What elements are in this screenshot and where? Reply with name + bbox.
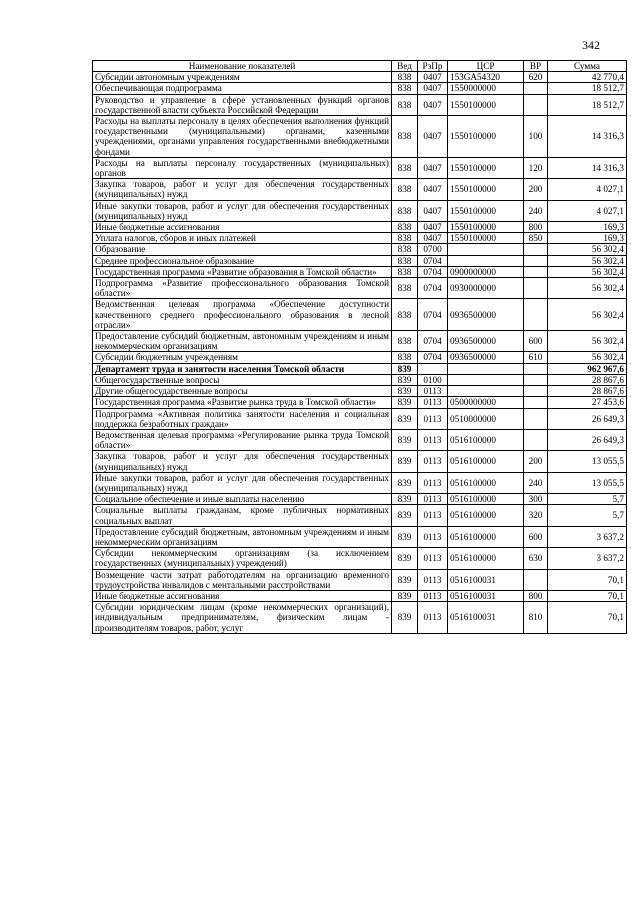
row-csr: 0936500000 [448, 299, 524, 331]
row-sum: 56 302,4 [548, 266, 627, 277]
row-sum: 13 055,5 [548, 451, 627, 472]
row-vr [524, 266, 548, 277]
row-ved: 839 [392, 505, 418, 526]
table-row [93, 386, 627, 397]
row-ved: 838 [392, 244, 418, 255]
row-rzpr: 0113 [418, 602, 448, 634]
row-csr: 1550100000 [448, 157, 524, 178]
row-csr: 1550000000 [448, 83, 524, 94]
row-rzpr: 0407 [418, 200, 448, 221]
row-sum: 70,1 [548, 569, 627, 590]
row-sum: 56 302,4 [548, 255, 627, 266]
row-rzpr: 0113 [418, 397, 448, 408]
table-row [93, 255, 627, 266]
table-row [93, 83, 627, 94]
row-name: Подпрограмма «Развитие профессионального образования Томской области» [93, 278, 392, 299]
table-row [93, 494, 627, 505]
row-sum: 4 027,1 [548, 179, 627, 200]
row-name: Возмещение части затрат работодателям на организацию временного трудоустройства инвалидов с ментальными расстройствами [93, 569, 392, 590]
row-csr: 0516100000 [448, 429, 524, 450]
row-ved: 839 [392, 451, 418, 472]
row-sum: 56 302,4 [548, 331, 627, 352]
table-row [93, 352, 627, 363]
row-ved: 839 [392, 472, 418, 493]
row-vr [524, 244, 548, 255]
row-vr [524, 397, 548, 408]
row-ved: 838 [392, 72, 418, 83]
row-csr: 0516100000 [448, 472, 524, 493]
row-vr: 610 [524, 352, 548, 363]
row-csr: 0516100000 [448, 548, 524, 569]
table-row [93, 451, 627, 472]
budget-table [92, 60, 627, 634]
row-rzpr: 0113 [418, 429, 448, 450]
row-rzpr: 0113 [418, 590, 448, 601]
row-name: Руководство и управление в сфере установленных функций органов государственной власти субъекта Российской Федерации [93, 94, 392, 115]
row-rzpr: 0113 [418, 408, 448, 429]
row-name: Иные закупки товаров, работ и услуг для обеспечения государственных (муниципальных) нужд [93, 200, 392, 221]
row-rzpr: 0113 [418, 494, 448, 505]
row-name: Общегосударственные вопросы [93, 374, 392, 385]
table-row [93, 590, 627, 601]
row-name: Уплата налогов, сборов и иных платежей [93, 233, 392, 244]
row-csr [448, 363, 524, 374]
row-name: Закупка товаров, работ и услуг для обеспечения государственных (муниципальных) нужд [93, 179, 392, 200]
row-rzpr: 0407 [418, 94, 448, 115]
row-sum: 18 512,7 [548, 83, 627, 94]
row-vr: 810 [524, 602, 548, 634]
header-rzpr: РзПр [418, 61, 448, 72]
row-ved: 838 [392, 352, 418, 363]
row-csr: 0510000000 [448, 408, 524, 429]
row-vr: 850 [524, 233, 548, 244]
table-row [93, 331, 627, 352]
row-name: Департамент труда и занятости населения Томской области [93, 363, 392, 374]
row-ved: 838 [392, 233, 418, 244]
row-sum: 3 637,2 [548, 526, 627, 547]
row-ved: 839 [392, 494, 418, 505]
row-vr: 200 [524, 451, 548, 472]
row-vr [524, 363, 548, 374]
row-sum: 70,1 [548, 602, 627, 634]
row-vr: 120 [524, 157, 548, 178]
row-name: Иные бюджетные ассигнования [93, 590, 392, 601]
row-vr: 240 [524, 200, 548, 221]
header-name: Наименование показателей [93, 61, 392, 72]
row-vr [524, 278, 548, 299]
row-sum: 70,1 [548, 590, 627, 601]
row-rzpr: 0113 [418, 472, 448, 493]
row-name: Иные закупки товаров, работ и услуг для обеспечения государственных (муниципальных) нужд [93, 472, 392, 493]
row-csr [448, 244, 524, 255]
table-row [93, 222, 627, 233]
row-csr: 1550100000 [448, 94, 524, 115]
row-sum: 26 649,3 [548, 429, 627, 450]
row-sum: 26 649,3 [548, 408, 627, 429]
row-rzpr: 0407 [418, 83, 448, 94]
row-name: Государственная программа «Развитие рынка труда в Томской области» [93, 397, 392, 408]
row-rzpr: 0704 [418, 255, 448, 266]
row-ved: 838 [392, 179, 418, 200]
table-row [93, 526, 627, 547]
row-csr: 0516100000 [448, 526, 524, 547]
header-sum: Сумма [548, 61, 627, 72]
row-ved: 838 [392, 299, 418, 331]
row-name: Социальные выплаты гражданам, кроме публичных нормативных социальных выплат [93, 505, 392, 526]
table-row [93, 278, 627, 299]
row-ved: 838 [392, 200, 418, 221]
table-row [93, 157, 627, 178]
row-rzpr: 0704 [418, 299, 448, 331]
row-name: Предоставление субсидий бюджетным, автономным учреждениям и иным некоммерческим организациям [93, 526, 392, 547]
row-sum: 14 316,3 [548, 116, 627, 158]
row-name: Субсидии юридическим лицам (кроме некоммерческих организаций), индивидуальным предпринимателям, физическим лицам - производителям товаров, работ, услуг [93, 602, 392, 634]
row-vr [524, 255, 548, 266]
table-row [93, 408, 627, 429]
row-sum: 962 967,6 [548, 363, 627, 374]
row-sum: 4 027,1 [548, 200, 627, 221]
row-sum: 3 637,2 [548, 548, 627, 569]
row-vr: 800 [524, 222, 548, 233]
table-row [93, 602, 627, 634]
row-ved: 838 [392, 222, 418, 233]
row-name: Среднее профессиональное образование [93, 255, 392, 266]
table-row [93, 179, 627, 200]
page-number: 342 [582, 38, 600, 52]
row-rzpr: 0113 [418, 569, 448, 590]
table-row [93, 94, 627, 115]
row-rzpr: 0704 [418, 278, 448, 299]
row-csr: 1550100000 [448, 200, 524, 221]
table-row [93, 374, 627, 385]
row-csr: 0516100000 [448, 451, 524, 472]
row-rzpr: 0407 [418, 179, 448, 200]
row-vr [524, 94, 548, 115]
row-ved: 839 [392, 386, 418, 397]
row-ved: 839 [392, 548, 418, 569]
row-name: Социальное обеспечение и иные выплаты населению [93, 494, 392, 505]
row-rzpr: 0704 [418, 352, 448, 363]
row-vr [524, 569, 548, 590]
row-ved: 839 [392, 408, 418, 429]
row-csr: 0930000000 [448, 278, 524, 299]
row-rzpr: 0100 [418, 374, 448, 385]
row-name: Закупка товаров, работ и услуг для обеспечения государственных (муниципальных) нужд [93, 451, 392, 472]
row-sum: 27 453,6 [548, 397, 627, 408]
table-row [93, 472, 627, 493]
row-csr: 0936500000 [448, 352, 524, 363]
row-rzpr: 0113 [418, 386, 448, 397]
row-name: Подпрограмма «Активная политика занятости населения и социальная поддержка безработных граждан» [93, 408, 392, 429]
table-header-row [93, 61, 627, 72]
row-csr: 0516100031 [448, 602, 524, 634]
row-csr [448, 386, 524, 397]
row-vr: 300 [524, 494, 548, 505]
row-csr: 0500000000 [448, 397, 524, 408]
row-vr [524, 386, 548, 397]
row-ved: 838 [392, 255, 418, 266]
row-ved: 839 [392, 374, 418, 385]
row-vr: 620 [524, 72, 548, 83]
table-row [93, 116, 627, 158]
table-row [93, 266, 627, 277]
row-csr: 1550100000 [448, 222, 524, 233]
table-row [93, 200, 627, 221]
row-name: Обеспечивающая подпрограмма [93, 83, 392, 94]
row-name: Ведомственная целевая программа «Регулирование рынка труда Томской области» [93, 429, 392, 450]
row-ved: 839 [392, 397, 418, 408]
row-sum: 56 302,4 [548, 299, 627, 331]
row-sum: 14 316,3 [548, 157, 627, 178]
row-rzpr: 0407 [418, 116, 448, 158]
row-name: Предоставление субсидий бюджетным, автономным учреждениям и иным некоммерческим организациям [93, 331, 392, 352]
row-name: Государственная программа «Развитие образования в Томской области» [93, 266, 392, 277]
header-ved: Вед [392, 61, 418, 72]
table-body [93, 72, 627, 634]
row-name: Субсидии бюджетным учреждениям [93, 352, 392, 363]
row-ved: 838 [392, 331, 418, 352]
row-sum: 28 867,6 [548, 386, 627, 397]
row-csr: 0900000000 [448, 266, 524, 277]
table-row [93, 505, 627, 526]
row-ved: 839 [392, 363, 418, 374]
table-row [93, 72, 627, 83]
row-sum: 56 302,4 [548, 278, 627, 299]
row-ved: 839 [392, 590, 418, 601]
row-rzpr: 0704 [418, 266, 448, 277]
row-sum: 28 867,6 [548, 374, 627, 385]
row-ved: 839 [392, 602, 418, 634]
row-vr: 320 [524, 505, 548, 526]
row-csr: 153GA54320 [448, 72, 524, 83]
header-vr: ВР [524, 61, 548, 72]
row-name: Другие общегосударственные вопросы [93, 386, 392, 397]
row-sum: 56 302,4 [548, 352, 627, 363]
table-row [93, 569, 627, 590]
row-ved: 839 [392, 526, 418, 547]
row-vr [524, 429, 548, 450]
row-rzpr: 0113 [418, 548, 448, 569]
row-vr [524, 374, 548, 385]
row-ved: 838 [392, 94, 418, 115]
table-row [93, 233, 627, 244]
row-name: Иные бюджетные ассигнования [93, 222, 392, 233]
row-rzpr: 0704 [418, 331, 448, 352]
row-vr: 600 [524, 526, 548, 547]
table-row [93, 397, 627, 408]
row-sum: 5,7 [548, 494, 627, 505]
row-name: Субсидии некоммерческим организациям (за исключением государственных (муниципальных) учреждений) [93, 548, 392, 569]
row-vr: 240 [524, 472, 548, 493]
row-ved: 838 [392, 278, 418, 299]
row-name: Расходы на выплаты персоналу в целях обеспечения выполнения функций государственными (муниципальными) органами, казенными учреждениями, органами управления государственными внебюджетными фондами [93, 116, 392, 158]
row-csr: 1550100000 [448, 233, 524, 244]
row-sum: 56 302,4 [548, 244, 627, 255]
row-sum: 5,7 [548, 505, 627, 526]
header-csr: ЦСР [448, 61, 524, 72]
row-csr: 1550100000 [448, 116, 524, 158]
row-vr: 100 [524, 116, 548, 158]
row-rzpr: 0407 [418, 222, 448, 233]
row-rzpr [418, 363, 448, 374]
row-vr [524, 83, 548, 94]
row-vr [524, 299, 548, 331]
row-sum: 18 512,7 [548, 94, 627, 115]
row-csr [448, 374, 524, 385]
row-sum: 42 770,4 [548, 72, 627, 83]
row-rzpr: 0700 [418, 244, 448, 255]
row-vr [524, 408, 548, 429]
row-csr: 0936500000 [448, 331, 524, 352]
row-ved: 838 [392, 266, 418, 277]
row-vr: 630 [524, 548, 548, 569]
row-rzpr: 0407 [418, 233, 448, 244]
row-rzpr: 0113 [418, 451, 448, 472]
row-rzpr: 0113 [418, 505, 448, 526]
table-row [93, 363, 627, 374]
row-ved: 838 [392, 116, 418, 158]
row-vr: 600 [524, 331, 548, 352]
table-row [93, 299, 627, 331]
row-sum: 169,3 [548, 233, 627, 244]
row-sum: 13 055,5 [548, 472, 627, 493]
row-rzpr: 0407 [418, 157, 448, 178]
row-ved: 839 [392, 429, 418, 450]
row-csr [448, 255, 524, 266]
row-name: Расходы на выплаты персоналу государственных (муниципальных) органов [93, 157, 392, 178]
row-sum: 169,3 [548, 222, 627, 233]
row-csr: 0516100031 [448, 569, 524, 590]
row-ved: 839 [392, 569, 418, 590]
row-csr: 0516100000 [448, 494, 524, 505]
row-name: Субсидии автономным учреждениям [93, 72, 392, 83]
row-ved: 838 [392, 83, 418, 94]
row-vr: 200 [524, 179, 548, 200]
table-row [93, 244, 627, 255]
row-ved: 838 [392, 157, 418, 178]
row-csr: 0516100031 [448, 590, 524, 601]
row-rzpr: 0407 [418, 72, 448, 83]
row-name: Ведомственная целевая программа «Обеспечение доступности качественного среднего профессионального образования в лесной отрасли» [93, 299, 392, 331]
row-rzpr: 0113 [418, 526, 448, 547]
table-row [93, 548, 627, 569]
row-vr: 800 [524, 590, 548, 601]
row-csr: 1550100000 [448, 179, 524, 200]
row-name: Образование [93, 244, 392, 255]
row-csr: 0516100000 [448, 505, 524, 526]
table-row [93, 429, 627, 450]
